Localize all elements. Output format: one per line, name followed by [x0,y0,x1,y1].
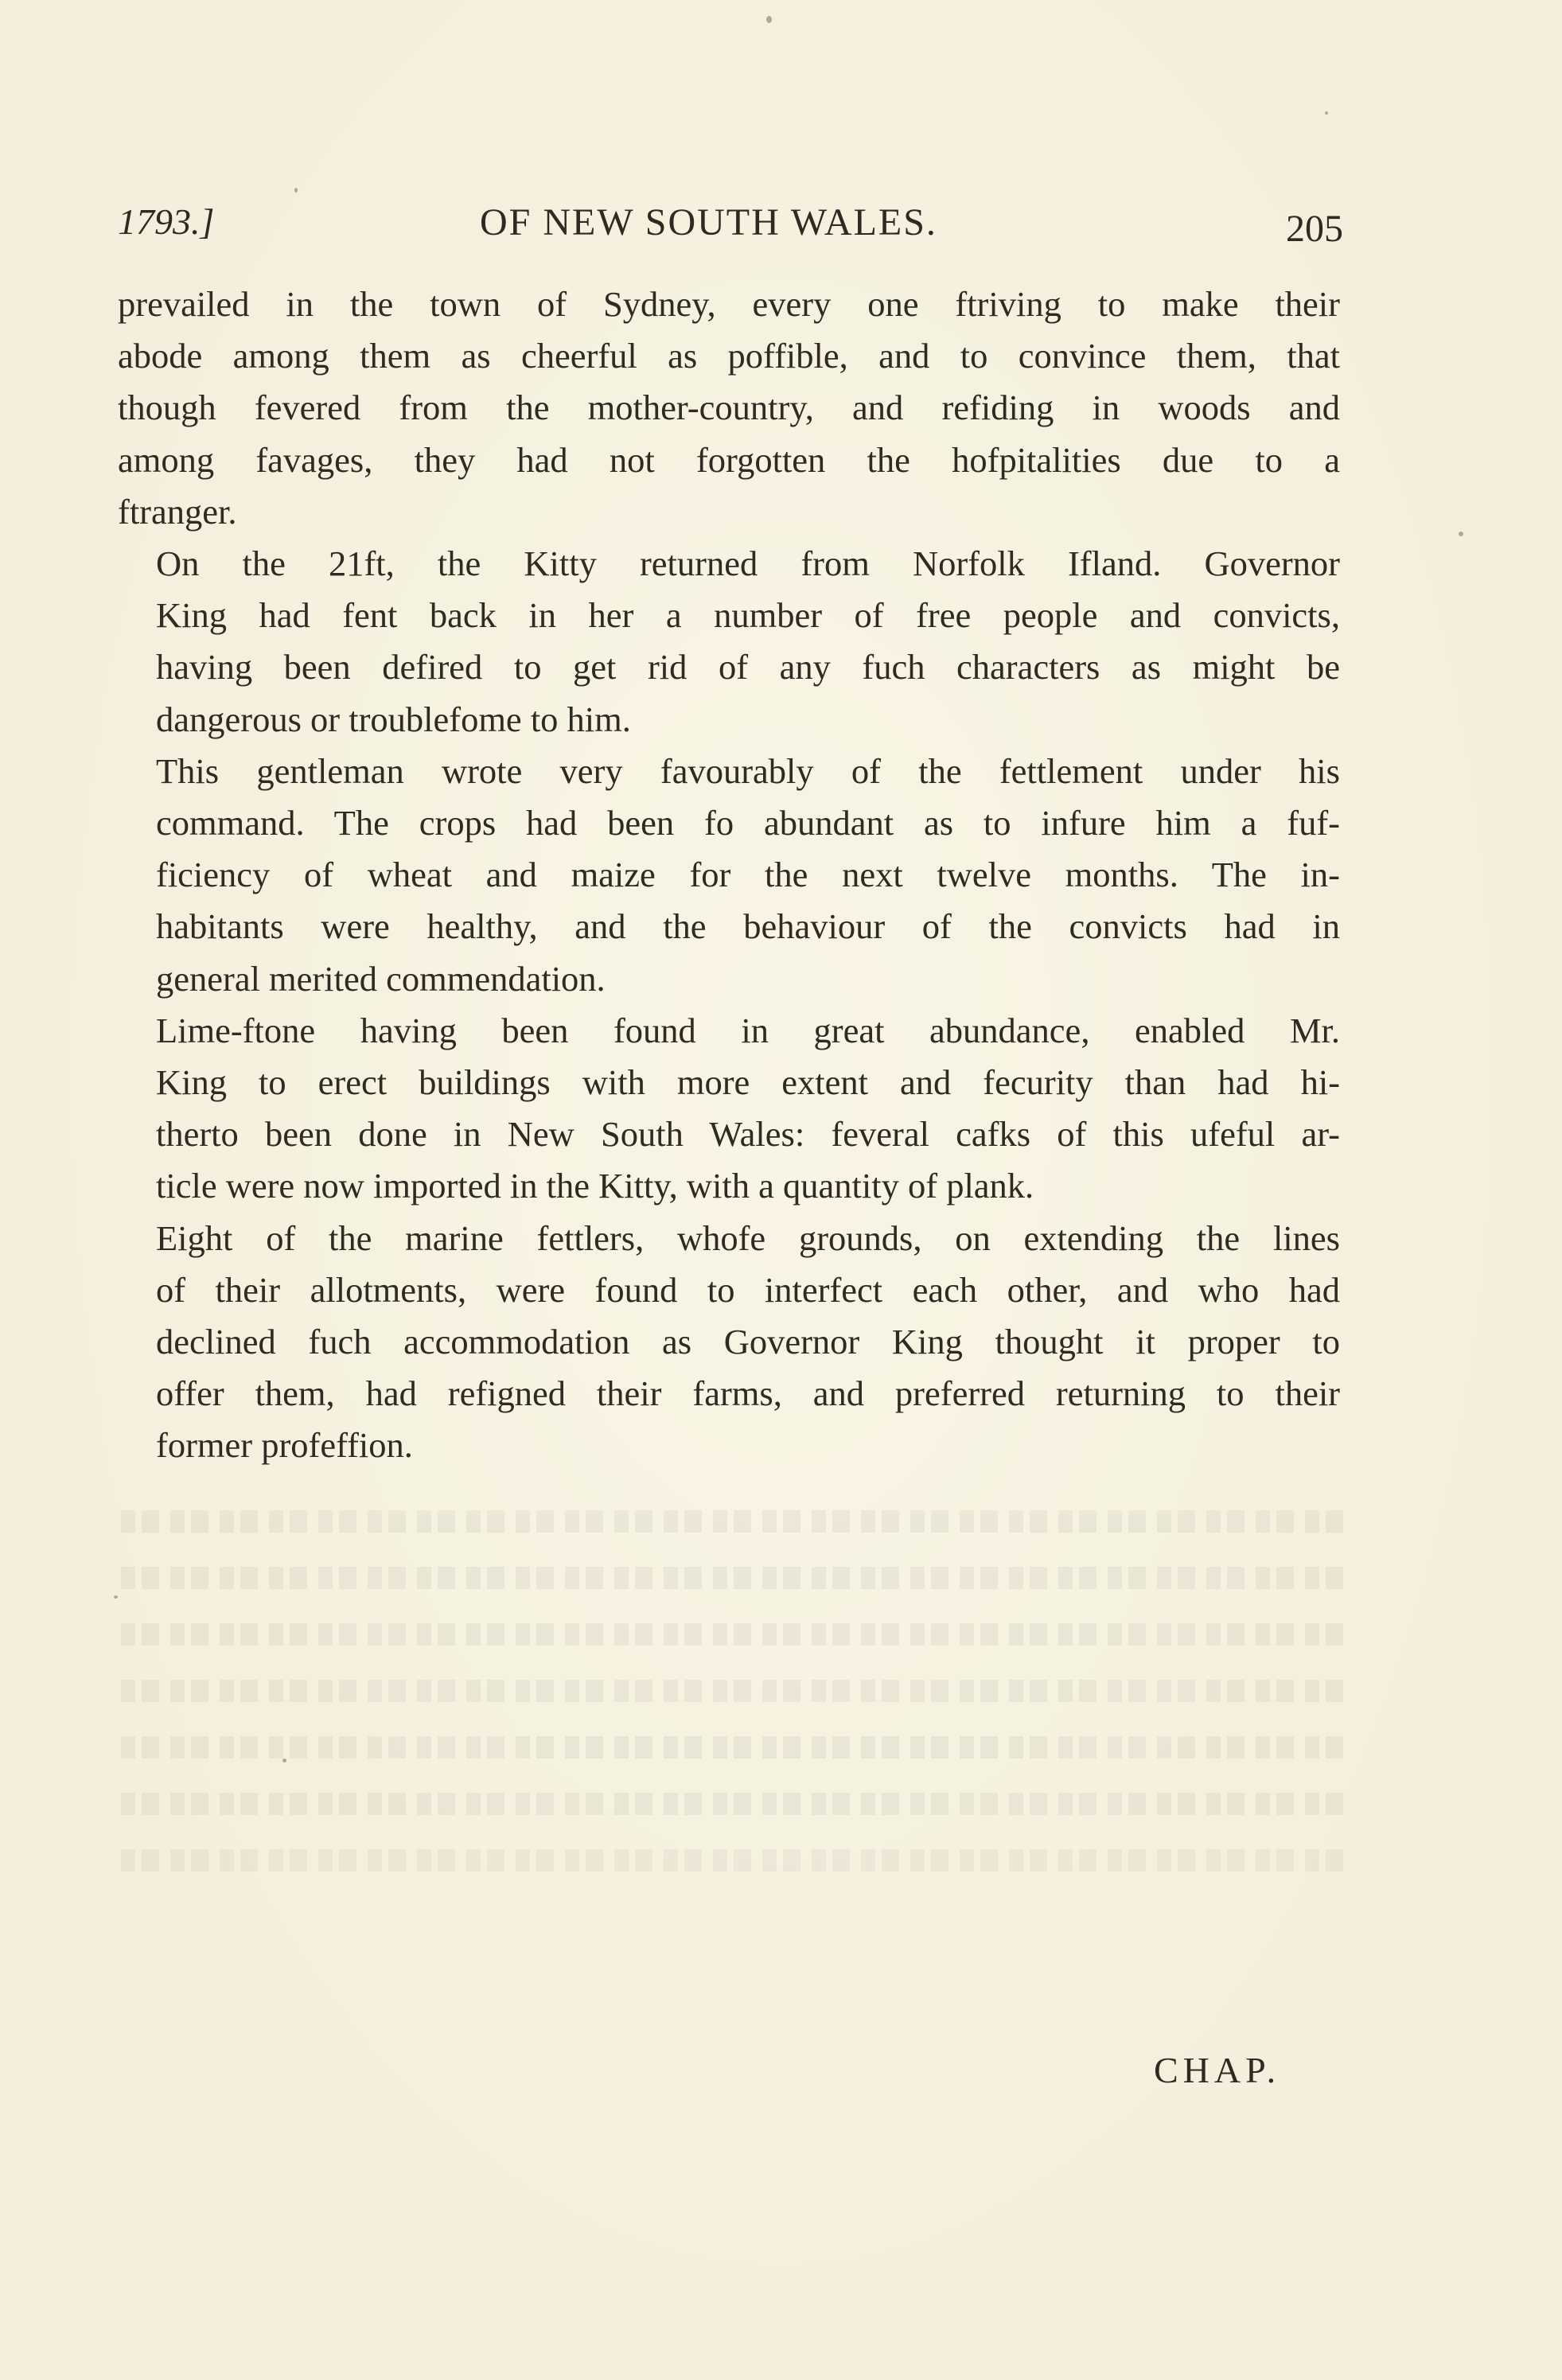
text-line: Eight of the marine fettlers, whofe grounds, on extending the lines [156,1217,1340,1258]
paper-speck [766,16,772,23]
text-line: former profeffion. [156,1425,413,1466]
paragraph-3 [118,746,1340,1005]
page-header [118,201,1343,256]
text-line: therto been done in New South Wales: feveral cafks of this ufeful ar- [156,1114,1340,1155]
catchword: CHAP. [1154,2050,1281,2090]
text-line: declined fuch accommodation as Governor King thought it proper to [156,1322,1340,1362]
text-line: though fevered from the mother-country, and refiding in woods and [118,388,1340,428]
text-line: offer them, had refigned their farms, and preferred returning to their [156,1373,1340,1414]
show-through-bleed [118,1496,1343,1942]
running-title: OF NEW SOUTH WALES. [480,201,937,243]
text-line: ficiency of wheat and maize for the next twelve months. The in- [156,855,1340,895]
text-line: King had fent back in her a number of free people and convicts, [156,595,1340,636]
paper-speck [294,188,298,193]
text-line: King to erect buildings with more extent and fecurity than had hi- [156,1062,1340,1103]
text-line: prevailed in the town of Sydney, every one ftriving to make their [118,284,1340,324]
paper-speck [282,1759,286,1763]
paper-speck [114,1595,118,1599]
paragraph-5 [118,1213,1340,1472]
text-line: Lime-ftone having been found in great abundance, enabled Mr. [156,1010,1340,1050]
text-line: abode among them as cheerful as poffible, and to convince them, that [118,336,1340,376]
paragraph-4 [118,1005,1340,1213]
paper-speck [1325,111,1328,115]
text-line: This gentleman wrote very favourably of the fettlement under his [156,750,1340,791]
text-line: among favages, they had not forgotten the hofpitalities due to a [118,439,1340,480]
paragraph-2 [118,538,1340,746]
paragraph-1 [118,279,1340,538]
text-line: ticle were now imported in the Kitty, with a quantity of plank. [156,1166,1034,1206]
text-line: dangerous or troublefome to him. [156,699,631,739]
text-line: general merited commendation. [156,958,606,999]
body-text [118,279,1340,1472]
header-year: 1793.] [118,201,215,242]
text-line: of their allotments, were found to interfect each other, and who had [156,1269,1340,1310]
paper-speck [1459,532,1463,536]
text-line: habitants were healthy, and the behaviour of the convicts had in [156,906,1340,947]
text-line: ftranger. [118,491,237,532]
text-line: On the 21ft, the Kitty returned from Norfolk Ifland. Governor [156,543,1340,584]
text-line: having been defired to get rid of any fuch characters as might be [156,647,1340,688]
page-number: 205 [1286,208,1343,250]
text-line: command. The crops had been fo abundant as to infure him a fuf- [156,803,1340,843]
